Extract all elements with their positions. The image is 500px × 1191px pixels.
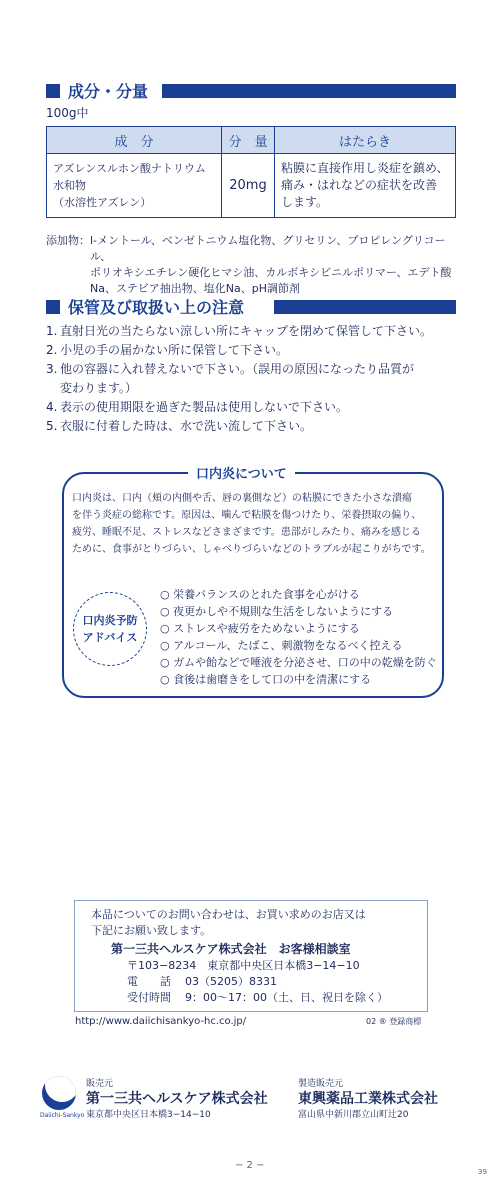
contact-address: 〒103−8234 東京都中央区日本橋3−14−10	[127, 959, 360, 972]
section-title: 成分・分量	[68, 82, 149, 101]
table-row	[47, 154, 456, 218]
section-heading-storage	[46, 296, 456, 318]
trademark-note: 02 ® 登録商標	[366, 1017, 422, 1026]
phone-number: 03（5205）8331	[185, 975, 277, 988]
item-number: 2.	[46, 343, 58, 357]
phone-label: 電 話	[127, 975, 171, 988]
ingredient-table	[46, 126, 456, 218]
ingredient-cell	[47, 154, 222, 218]
advice-badge-line: 口内炎予防	[82, 614, 138, 627]
desc-line: 疲労、睡眠不足、ストレスなどさまざまです。患部がしみたり、痛みを感じる	[72, 527, 421, 538]
additives-label: 添加物：	[46, 234, 90, 247]
ingredient-alias: （水溶性アズレン）	[53, 196, 152, 209]
maker-name: 東興薬品工業株式会社	[298, 1091, 438, 1107]
seller-label: 販売元	[86, 1079, 114, 1089]
advice-badge	[73, 592, 147, 666]
item-text: 変わります。）	[60, 381, 138, 395]
function-line: 粘膜に直接作用し炎症を鎮め、	[281, 161, 449, 175]
contact-intro: 本品についてのお問い合わせは、お買い求めのお店又は	[91, 908, 366, 921]
list-item	[46, 417, 466, 436]
advice-badge-line: アドバイス	[82, 631, 138, 644]
list-item: ○ アルコール、たばこ、刺激物をなるべく控える	[160, 639, 403, 652]
item-number: 3.	[46, 362, 58, 376]
daiichi-sankyo-logo-icon	[42, 1076, 76, 1110]
maker-address: 富山県中新川郡立山町辻20	[298, 1110, 409, 1120]
page-number: − 2 −	[235, 1160, 265, 1171]
list-item: ○ 栄養バランスのとれた食事を心がける	[160, 588, 360, 601]
heading-bar	[274, 300, 456, 314]
list-item: ○ 食後は歯磨きをして口の中を清潔にする	[160, 673, 372, 686]
section-title: 保管及び取扱い上の注意	[68, 298, 245, 317]
item-text: 小児の手の届かない所に保管して下さい。	[60, 343, 289, 357]
desc-line: 口内炎は、口内（頬の内側や舌、唇の裏側など）の粘膜にできた小さな潰瘍	[72, 493, 412, 504]
hours-label: 受付時間	[127, 991, 171, 1004]
stomatitis-box	[62, 467, 444, 698]
amount-cell: 20mg	[222, 154, 275, 218]
additives-line: l-メントール、ベンゼトニウム塩化物、グリセリン、プロピレングリコール、	[90, 234, 446, 263]
ingredient-name: アズレンスルホン酸ナトリウム水和物	[53, 162, 206, 192]
header-function: はたらき	[275, 127, 456, 154]
additives-list	[90, 233, 464, 297]
additives-line: ポリオキシエチレン硬化ヒマシ油、カルボキシビニルポリマー、エデト酸	[90, 266, 452, 279]
item-text: 表示の使用期限を過ぎた製品は使用しないで下さい。	[60, 400, 349, 414]
list-item: ○ 夜更かしや不規則な生活をしないようにする	[160, 605, 394, 618]
list-item	[46, 341, 466, 360]
function-cell	[275, 154, 456, 218]
seller-name: 第一三共ヘルスケア株式会社	[86, 1091, 268, 1107]
list-item	[46, 360, 466, 398]
item-text: 直射日光の当たらない涼しい所にキャップを閉めて保管して下さい。	[60, 324, 433, 338]
list-item: ○ ガムや飴などで唾液を分泌させ、口の中の乾燥を防ぐ	[160, 656, 437, 669]
corner-code: 39	[478, 1168, 487, 1176]
heading-square-icon	[46, 300, 60, 314]
item-number: 5.	[46, 419, 58, 433]
contact-company: 第一三共ヘルスケア株式会社 お客様相談室	[111, 942, 351, 956]
contact-intro: 下記にお願い致します。	[91, 924, 212, 937]
logo-text: Daiichi-Sankyo	[40, 1112, 85, 1119]
header-amount: 分 量	[222, 127, 275, 154]
box-description	[72, 490, 436, 558]
website-link[interactable]: http://www.daiichisankyo-hc.co.jp/	[75, 1016, 247, 1027]
heading-square-icon	[46, 84, 60, 98]
desc-line: ために、食事がとりづらい、しゃべりづらいなどのトラブルが起こりがちです。	[72, 544, 431, 555]
list-item	[46, 398, 466, 417]
heading-bar	[162, 84, 456, 98]
list-item: ○ ストレスや疲労をためないようにする	[160, 622, 360, 635]
function-line: 痛み・はれなどの症状を改善	[281, 178, 438, 192]
item-number: 4.	[46, 400, 58, 414]
desc-line: を伴う炎症の総称です。原因は、噛んで粘膜を傷つけたり、栄養摂取の偏り、	[72, 510, 422, 521]
box-title: 口内炎について	[188, 463, 295, 482]
table-header-row	[47, 127, 456, 154]
item-number: 1.	[46, 324, 58, 338]
advice-list	[160, 586, 440, 688]
per-amount: 100g中	[46, 106, 89, 120]
care-list	[46, 322, 466, 436]
section-heading-ingredients	[46, 80, 456, 102]
item-text: 衣服に付着した時は、水で洗い流して下さい。	[60, 419, 313, 433]
hours-value: 9：00〜17：00（土、日、祝日を除く）	[185, 991, 388, 1004]
additives-line: Na、ステビア抽出物、塩化Na、pH調節剤	[90, 282, 300, 295]
list-item	[46, 322, 466, 341]
header-ingredient: 成 分	[47, 127, 222, 154]
function-line: します。	[281, 195, 329, 209]
maker-label: 製造販売元	[298, 1079, 344, 1089]
seller-address: 東京都中央区日本橋3−14−10	[86, 1110, 211, 1120]
item-text: 他の容器に入れ替えないで下さい。（誤用の原因になったり品質が	[60, 362, 415, 376]
contact-box	[74, 900, 428, 1012]
